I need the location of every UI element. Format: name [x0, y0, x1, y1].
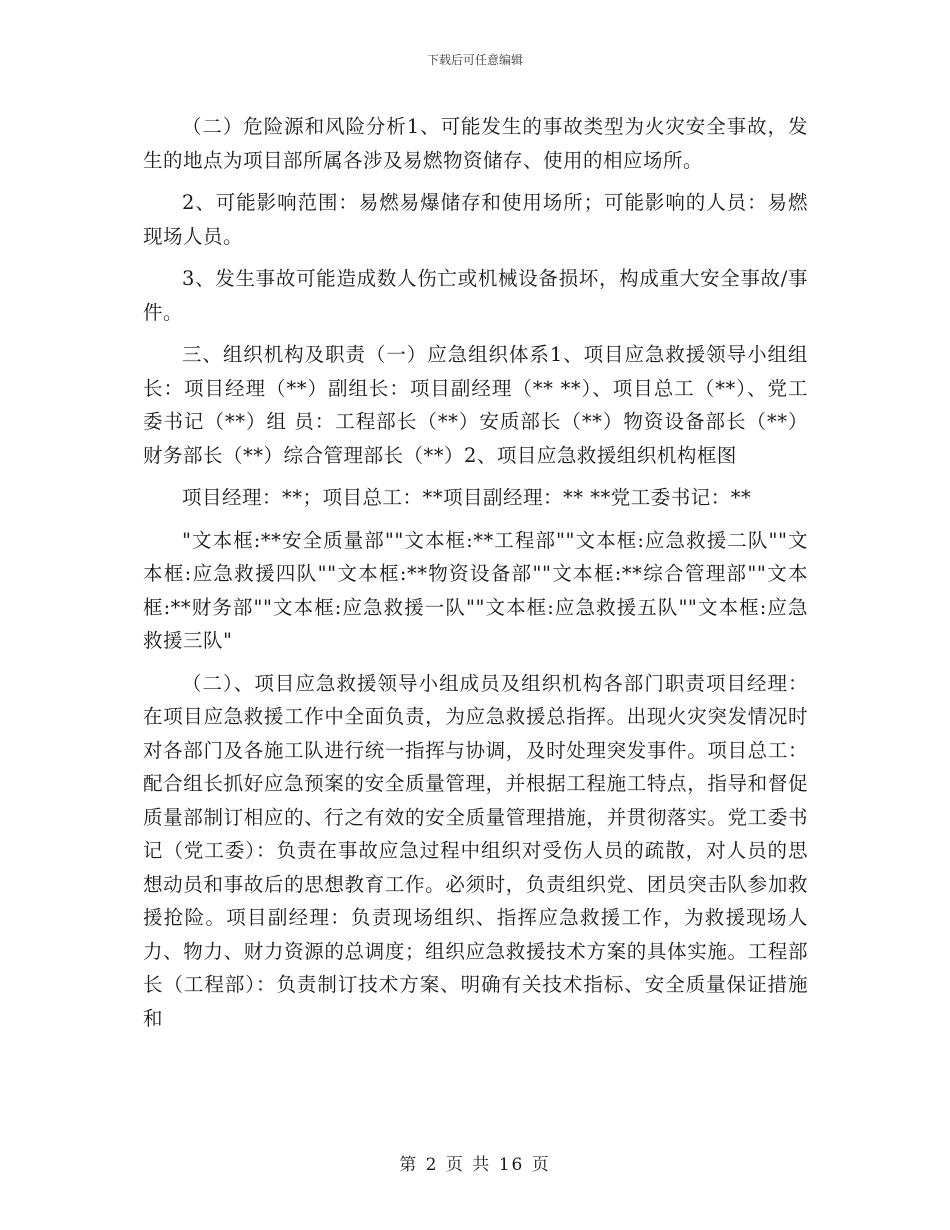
paragraph-text-boxes: "文本框:**安全质量部""文本框:**工程部""文本框:应急救援二队""文本框:应急救援四队""文本框:**物资设备部""文本框:**综合管理部""文本框:**财务部""文本框:应急救援一队""文本框:应急救援五队""文本框:应急救援三队"	[143, 528, 808, 652]
paragraph-organization: 三、组织机构及职责（一）应急组织体系1、项目应急救援领导小组组 长：项目经理（**）副组长：项目副经理（** **）、项目总工（**）、党工委书记（**）组 员：工程部长（**）安质部长（**）物资设备部长（**）财务部长（**）综合管理部长（**）2、项目应急救援组织机构框图	[143, 343, 808, 467]
paragraph-accident-consequence: 3、发生事故可能造成数人伤亡或机械设备损坏，构成重大安全事故/事件。	[143, 267, 808, 324]
paragraph-impact-scope: 2、可能影响范围：易燃易爆储存和使用场所；可能影响的人员：易燃现场人员。	[143, 191, 808, 248]
page-footer: 第 2 页 共 16 页	[399, 1155, 551, 1175]
document-body	[143, 110, 808, 1044]
paragraph-hazard-analysis: （二）危险源和风险分析1、可能发生的事故类型为火灾安全事故，发生的地点为项目部所属各涉及易燃物资储存、使用的相应场所。	[143, 115, 808, 172]
paragraph-responsibilities: （二）、项目应急救援领导小组成员及组织机构各部门职责项目经理：在项目应急救援工作中全面负责，为应急救援总指挥。出现火灾突发情况时对各部门及各施工队进行统一指挥与协调，及时处理突发事件。项目总工：配合组长抓好应急预案的安全质量管理，并根据工程施工特点，指导和督促质量部制订相应的、行之有效的安全质量管理措施，并贯彻落实。党工委书记（党工委）：负责在事故应急过程中组织对受伤人员的疏散，对人员的思想动员和事故后的思想教育工作。必须时，负责组织党、团员突击队参加救援抢险。项目副经理：负责现场组织、指挥应急救援工作，为救援现场人力、物力、财力资源的总调度；组织应急救援技术方案的具体实施。工程部长（工程部）：负责制订技术方案、明确有关技术指标、安全质量保证措施和	[143, 671, 808, 1030]
paragraph-leaders: 项目经理：**；项目总工：**项目副经理：** **党工委书记：**	[182, 486, 752, 509]
page-header: 下载后可任意编辑	[426, 53, 523, 67]
